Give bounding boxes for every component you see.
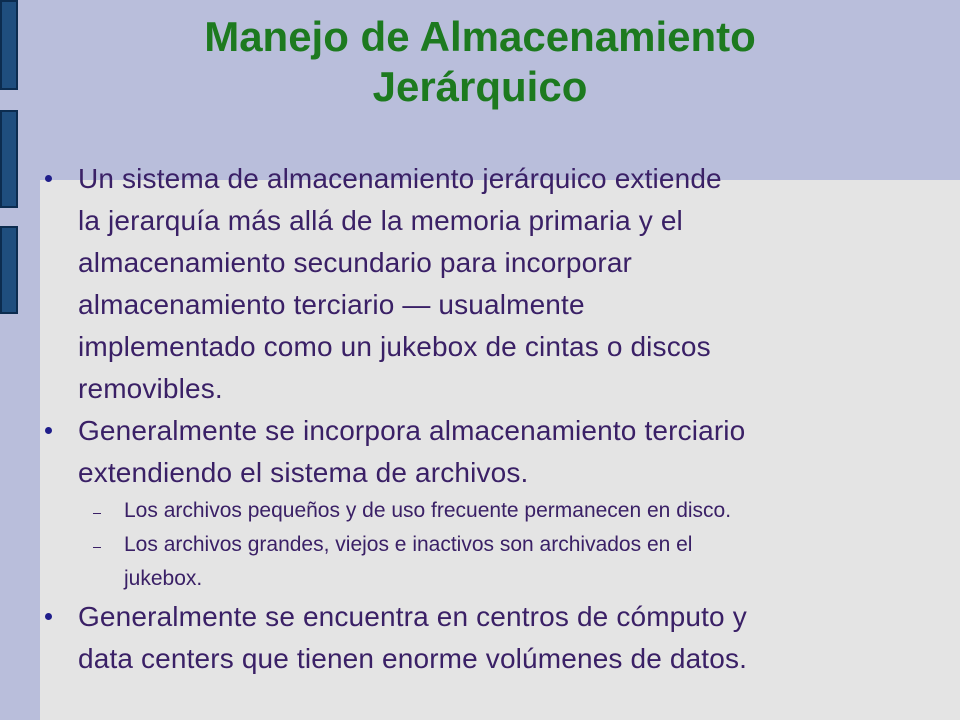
bullet-item-3-line-2: data centers que tienen enorme volúmenes de datos. — [78, 643, 748, 674]
accent-bar-1 — [0, 0, 18, 90]
slide-body — [40, 158, 920, 680]
bullet-item-3 — [40, 596, 920, 680]
bullet-item-2-line-1: Generalmente se incorpora almacenamiento terciario — [78, 415, 746, 446]
dash-bullet-icon — [93, 547, 101, 548]
sub-item-1-line-1: Los archivos pequeños y de uso frecuente permanecen en disco. — [124, 499, 732, 522]
bullet-item-1-line-1: Un sistema de almacenamiento jerárquico extiende — [78, 163, 722, 194]
bullet-item-1-line-6: removibles. — [78, 373, 223, 404]
bullet-item-1-line-3: almacenamiento secundario para incorporar — [78, 247, 633, 278]
slide-title-line-1: Manejo de Almacenamiento — [204, 13, 756, 60]
bullet-icon — [45, 427, 52, 434]
accent-bar-3 — [0, 226, 18, 314]
sub-item-2-line-1: Los archivos grandes, viejos e inactivos son archivados en el — [124, 533, 693, 556]
bullet-item-2 — [40, 410, 920, 494]
bullet-item-2-line-2: extendiendo el sistema de archivos. — [78, 457, 529, 488]
bullet-item-1-line-4: almacenamiento terciario — usualmente — [78, 289, 585, 320]
accent-bar-2 — [0, 110, 18, 208]
bullet-icon — [45, 175, 52, 182]
bullet-icon — [45, 613, 52, 620]
sub-item-1 — [40, 494, 920, 528]
bullet-item-1 — [40, 158, 920, 410]
slide-title — [40, 12, 920, 112]
bullet-item-1-line-2: la jerarquía más allá de la memoria primaria y el — [78, 205, 683, 236]
bullet-item-1-line-5: implementado como un jukebox de cintas o discos — [78, 331, 711, 362]
slide-title-line-2: Jerárquico — [372, 63, 588, 110]
sub-item-2-line-2: jukebox. — [124, 567, 203, 590]
dash-bullet-icon — [93, 513, 101, 514]
sub-item-2 — [40, 528, 920, 596]
bullet-item-3-line-1: Generalmente se encuentra en centros de cómputo y — [78, 601, 747, 632]
